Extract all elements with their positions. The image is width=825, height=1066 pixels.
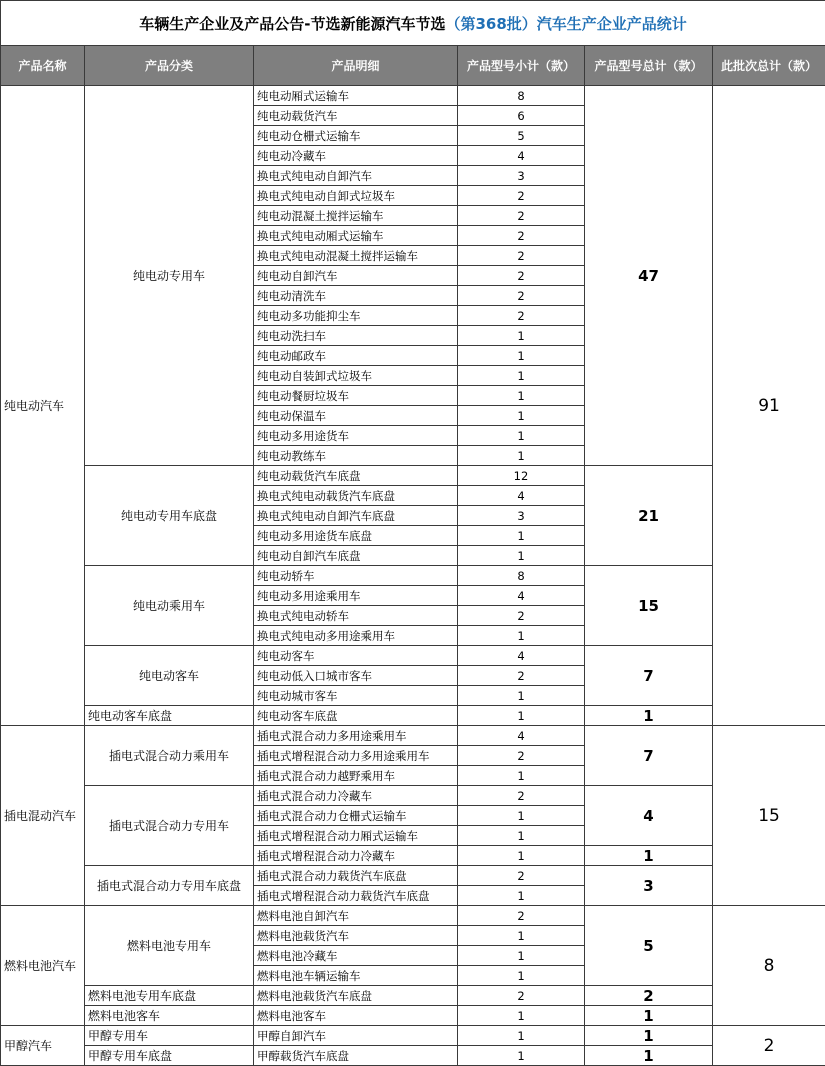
batch-total-cell: 15 (713, 726, 825, 906)
product-detail-cell: 纯电动自装卸式垃圾车 (254, 366, 458, 386)
model-subtotal-cell: 1 (458, 626, 585, 646)
product-category-cell: 纯电动客车 (85, 646, 254, 706)
model-subtotal-cell: 1 (458, 406, 585, 426)
table-row (1, 866, 825, 886)
header-product-category: 产品分类 (85, 46, 254, 86)
product-detail-cell: 纯电动教练车 (254, 446, 458, 466)
model-subtotal-cell: 2 (458, 786, 585, 806)
product-name-cell: 燃料电池汽车 (1, 906, 85, 1026)
product-detail-cell: 插电式增程混合动力厢式运输车 (254, 826, 458, 846)
table-row (1, 566, 825, 586)
product-detail-cell: 燃料电池载货汽车底盘 (254, 986, 458, 1006)
model-subtotal-cell: 4 (458, 586, 585, 606)
model-subtotal-cell: 1 (458, 826, 585, 846)
model-subtotal-cell: 1 (458, 426, 585, 446)
product-name-cell: 纯电动汽车 (1, 86, 85, 726)
model-total-cell: 4 (585, 786, 713, 846)
model-total-cell: 21 (585, 466, 713, 566)
model-total-cell: 15 (585, 566, 713, 646)
product-detail-cell: 插电式增程混合动力多用途乘用车 (254, 746, 458, 766)
model-subtotal-cell: 2 (458, 866, 585, 886)
product-category-cell: 纯电动专用车 (85, 86, 254, 466)
product-detail-cell: 燃料电池冷藏车 (254, 946, 458, 966)
model-subtotal-cell: 6 (458, 106, 585, 126)
table-row (1, 646, 825, 666)
model-total-cell: 7 (585, 646, 713, 706)
model-total-cell: 3 (585, 866, 713, 906)
product-detail-cell: 燃料电池自卸汽车 (254, 906, 458, 926)
product-detail-cell: 插电式混合动力冷藏车 (254, 786, 458, 806)
product-detail-cell: 甲醇载货汽车底盘 (254, 1046, 458, 1066)
model-subtotal-cell: 2 (458, 246, 585, 266)
model-subtotal-cell: 1 (458, 886, 585, 906)
product-detail-cell: 纯电动轿车 (254, 566, 458, 586)
product-detail-cell: 换电式纯电动自卸式垃圾车 (254, 186, 458, 206)
product-category-cell: 甲醇专用车 (85, 1026, 254, 1046)
product-detail-cell: 纯电动厢式运输车 (254, 86, 458, 106)
table-row (1, 786, 825, 806)
model-subtotal-cell: 2 (458, 666, 585, 686)
model-subtotal-cell: 1 (458, 806, 585, 826)
model-subtotal-cell: 2 (458, 226, 585, 246)
model-subtotal-cell: 1 (458, 846, 585, 866)
table-row (1, 86, 825, 106)
product-detail-cell: 甲醇自卸汽车 (254, 1026, 458, 1046)
batch-total-cell: 8 (713, 906, 825, 1026)
product-detail-cell: 纯电动载货汽车底盘 (254, 466, 458, 486)
product-detail-cell: 换电式纯电动多用途乘用车 (254, 626, 458, 646)
product-detail-cell: 插电式混合动力仓栅式运输车 (254, 806, 458, 826)
product-detail-cell: 纯电动清洗车 (254, 286, 458, 306)
product-detail-cell: 纯电动邮政车 (254, 346, 458, 366)
product-detail-cell: 纯电动多功能抑尘车 (254, 306, 458, 326)
header-model-subtotal: 产品型号小计（款） (458, 46, 585, 86)
table-row (1, 466, 825, 486)
header-model-total: 产品型号总计（款） (585, 46, 713, 86)
product-detail-cell: 纯电动仓栅式运输车 (254, 126, 458, 146)
model-subtotal-cell: 1 (458, 1026, 585, 1046)
model-subtotal-cell: 1 (458, 1006, 585, 1026)
batch-total-cell: 2 (713, 1026, 825, 1066)
product-category-cell: 纯电动客车底盘 (85, 706, 254, 726)
model-subtotal-cell: 1 (458, 346, 585, 366)
table-row (1, 1026, 825, 1046)
product-detail-cell: 换电式纯电动载货汽车底盘 (254, 486, 458, 506)
product-detail-cell: 纯电动低入口城市客车 (254, 666, 458, 686)
model-subtotal-cell: 1 (458, 766, 585, 786)
product-detail-cell: 燃料电池车辆运输车 (254, 966, 458, 986)
title-prefix: 车辆生产企业及产品公告-节选新能源汽车节选 (139, 14, 446, 33)
product-detail-cell: 纯电动客车 (254, 646, 458, 666)
model-subtotal-cell: 4 (458, 646, 585, 666)
model-subtotal-cell: 4 (458, 726, 585, 746)
product-detail-cell: 纯电动保温车 (254, 406, 458, 426)
model-total-cell: 1 (585, 706, 713, 726)
model-total-cell: 7 (585, 726, 713, 786)
product-name-cell: 甲醇汽车 (1, 1026, 85, 1066)
product-category-cell: 纯电动乘用车 (85, 566, 254, 646)
model-subtotal-cell: 4 (458, 486, 585, 506)
model-total-cell: 1 (585, 1006, 713, 1026)
product-detail-cell: 纯电动多用途货车底盘 (254, 526, 458, 546)
product-detail-cell: 插电式增程混合动力载货汽车底盘 (254, 886, 458, 906)
product-category-cell: 燃料电池客车 (85, 1006, 254, 1026)
product-detail-cell: 插电式混合动力多用途乘用车 (254, 726, 458, 746)
title-suffix: 汽车生产企业产品统计 (536, 14, 687, 33)
model-subtotal-cell: 12 (458, 466, 585, 486)
product-detail-cell: 纯电动多用途货车 (254, 426, 458, 446)
product-detail-cell: 燃料电池客车 (254, 1006, 458, 1026)
product-detail-cell: 换电式纯电动厢式运输车 (254, 226, 458, 246)
product-detail-cell: 插电式增程混合动力冷藏车 (254, 846, 458, 866)
model-subtotal-cell: 3 (458, 166, 585, 186)
table-title (1, 1, 825, 46)
product-category-cell: 甲醇专用车底盘 (85, 1046, 254, 1066)
model-subtotal-cell: 1 (458, 546, 585, 566)
product-category-cell: 燃料电池专用车底盘 (85, 986, 254, 1006)
product-category-cell: 纯电动专用车底盘 (85, 466, 254, 566)
model-subtotal-cell: 1 (458, 326, 585, 346)
product-category-cell: 插电式混合动力专用车 (85, 786, 254, 866)
model-subtotal-cell: 2 (458, 746, 585, 766)
model-subtotal-cell: 1 (458, 706, 585, 726)
header-batch-total: 此批次总计（款） (713, 46, 825, 86)
model-subtotal-cell: 1 (458, 946, 585, 966)
product-detail-cell: 纯电动城市客车 (254, 686, 458, 706)
title-batch-highlight: （第368批） (445, 14, 537, 33)
model-subtotal-cell: 4 (458, 146, 585, 166)
model-subtotal-cell: 3 (458, 506, 585, 526)
product-detail-cell: 纯电动混凝土搅拌运输车 (254, 206, 458, 226)
model-total-cell: 2 (585, 986, 713, 1006)
model-subtotal-cell: 2 (458, 266, 585, 286)
model-subtotal-cell: 2 (458, 606, 585, 626)
model-subtotal-cell: 2 (458, 986, 585, 1006)
table-row (1, 706, 825, 726)
model-subtotal-cell: 2 (458, 286, 585, 306)
product-detail-cell: 纯电动客车底盘 (254, 706, 458, 726)
product-detail-cell: 插电式混合动力载货汽车底盘 (254, 866, 458, 886)
product-detail-cell: 换电式纯电动自卸汽车底盘 (254, 506, 458, 526)
product-detail-cell: 换电式纯电动混凝土搅拌运输车 (254, 246, 458, 266)
product-detail-cell: 纯电动自卸汽车 (254, 266, 458, 286)
model-subtotal-cell: 5 (458, 126, 585, 146)
product-name-cell: 插电混动汽车 (1, 726, 85, 906)
model-subtotal-cell: 2 (458, 206, 585, 226)
model-total-cell: 1 (585, 846, 713, 866)
table-row (1, 906, 825, 926)
product-detail-cell: 纯电动自卸汽车底盘 (254, 546, 458, 566)
product-detail-cell: 纯电动冷藏车 (254, 146, 458, 166)
model-total-cell: 5 (585, 906, 713, 986)
model-total-cell: 1 (585, 1026, 713, 1046)
product-category-cell: 燃料电池专用车 (85, 906, 254, 986)
product-category-cell: 插电式混合动力专用车底盘 (85, 866, 254, 906)
batch-total-cell: 91 (713, 86, 825, 726)
title-row (1, 1, 825, 46)
model-subtotal-cell: 8 (458, 566, 585, 586)
model-subtotal-cell: 2 (458, 906, 585, 926)
table-row (1, 1046, 825, 1066)
product-detail-cell: 纯电动多用途乘用车 (254, 586, 458, 606)
model-subtotal-cell: 2 (458, 186, 585, 206)
model-subtotal-cell: 2 (458, 306, 585, 326)
table-row (1, 986, 825, 1006)
model-subtotal-cell: 1 (458, 926, 585, 946)
product-detail-cell: 换电式纯电动轿车 (254, 606, 458, 626)
model-subtotal-cell: 1 (458, 526, 585, 546)
table-row (1, 1006, 825, 1026)
model-subtotal-cell: 1 (458, 366, 585, 386)
table-row (1, 726, 825, 746)
product-category-cell: 插电式混合动力乘用车 (85, 726, 254, 786)
model-total-cell: 1 (585, 1046, 713, 1066)
product-detail-cell: 纯电动载货汽车 (254, 106, 458, 126)
product-detail-cell: 插电式混合动力越野乘用车 (254, 766, 458, 786)
model-total-cell: 47 (585, 86, 713, 466)
model-subtotal-cell: 1 (458, 446, 585, 466)
model-subtotal-cell: 1 (458, 386, 585, 406)
header-product-name: 产品名称 (1, 46, 85, 86)
model-subtotal-cell: 8 (458, 86, 585, 106)
header-row (1, 46, 825, 86)
product-detail-cell: 纯电动餐厨垃圾车 (254, 386, 458, 406)
product-detail-cell: 换电式纯电动自卸汽车 (254, 166, 458, 186)
product-detail-cell: 纯电动洗扫车 (254, 326, 458, 346)
model-subtotal-cell: 1 (458, 686, 585, 706)
header-product-detail: 产品明细 (254, 46, 458, 86)
model-subtotal-cell: 1 (458, 1046, 585, 1066)
model-subtotal-cell: 1 (458, 966, 585, 986)
product-detail-cell: 燃料电池载货汽车 (254, 926, 458, 946)
